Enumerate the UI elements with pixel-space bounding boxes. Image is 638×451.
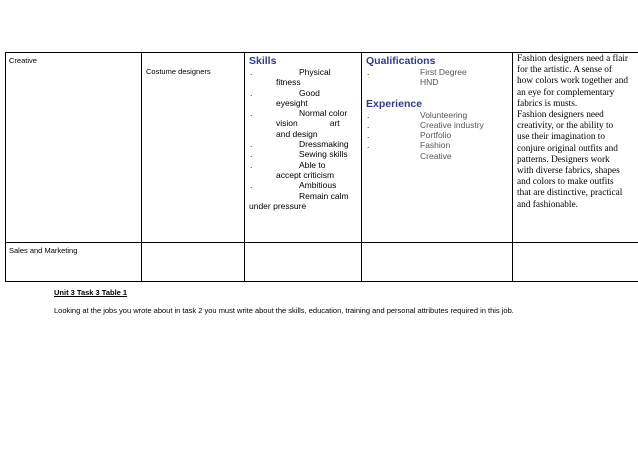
qualification-item: HND — [420, 77, 439, 88]
description-cell — [513, 53, 638, 243]
description-line: and colors to make outfits — [517, 177, 614, 188]
job-cell — [142, 243, 245, 282]
skill-item-cont: art — [329, 118, 340, 129]
bullet: . — [250, 67, 253, 77]
skill-item-cont: under pressure — [249, 200, 307, 211]
bullet: . — [250, 149, 253, 160]
instructions-text: Looking at the jobs you wrote about in task 2 you must write about the skills, education, training and personal attributes required in this job. — [54, 306, 514, 315]
job-title: Costume designers — [146, 67, 211, 76]
description-line: Fashion designers need — [517, 110, 604, 121]
description-line: use their imagination to — [517, 132, 606, 143]
skill-item: Sewing skills — [299, 149, 348, 160]
description-line: that are distinctive, practical — [517, 188, 623, 199]
skill-item: Physical — [299, 67, 331, 77]
skills-heading: Skills — [249, 55, 277, 67]
skills-cell — [245, 53, 362, 243]
experience-item: Volunteering — [420, 109, 468, 120]
table-row — [6, 53, 638, 243]
bullet: . — [367, 109, 370, 120]
description-line: how colors work together and — [517, 76, 629, 87]
description-cell — [513, 243, 638, 282]
skill-item: Dressmaking — [299, 139, 349, 150]
description-line: and fashionable. — [517, 199, 578, 210]
job-cell — [142, 53, 245, 243]
table-row — [6, 243, 638, 282]
description-text — [513, 53, 638, 211]
category-cell — [6, 243, 142, 282]
experience-item: Creative industry — [420, 119, 484, 130]
skills-cell — [245, 243, 362, 282]
bullet: . — [250, 180, 253, 191]
bullet: . — [250, 87, 253, 98]
experience-item: Fashion — [420, 140, 451, 151]
skill-item: Able to — [299, 159, 326, 170]
category-label: Sales and Marketing — [9, 246, 78, 255]
skill-item-cont: accept criticism — [276, 169, 335, 180]
experience-item: Creative — [420, 150, 452, 161]
skill-item-cont: fitness — [276, 77, 301, 88]
category-label: Creative — [9, 56, 37, 65]
skill-item: Remain calm — [299, 190, 349, 201]
skill-item-cont: and design — [276, 128, 318, 139]
bullet: . — [367, 119, 370, 130]
experience-item: Portfolio — [420, 130, 452, 141]
description-line: creativity, or the ability to — [517, 121, 614, 132]
bullet: . — [367, 130, 370, 141]
category-cell — [6, 53, 142, 243]
bullet: . — [250, 139, 253, 150]
skill-item: Good — [299, 87, 320, 98]
qualification-item: First Degree — [420, 67, 467, 77]
skill-item-cont: vision — [276, 118, 298, 129]
description-line: patterns. Designers work — [517, 154, 610, 165]
bullet: . — [250, 108, 253, 119]
skill-item-cont: eyesight — [276, 97, 308, 108]
description-line: fabrics is musts. — [517, 98, 578, 109]
qualifications-heading: Qualifications — [366, 55, 436, 67]
description-line: an eye for complementary — [517, 87, 615, 98]
description-line: Fashion designers need a flair — [517, 54, 629, 64]
bullet: . — [367, 140, 370, 151]
bullet: . — [367, 67, 370, 77]
description-line: with diverse fabrics, shapes — [517, 166, 620, 177]
description-line: for the artistic. A sense of — [517, 65, 613, 76]
skill-item: Normal color — [299, 108, 348, 119]
description-line: conjure original outfits and — [517, 143, 618, 154]
jobs-table — [5, 52, 638, 282]
bullet: . — [250, 159, 253, 170]
qualifications-cell — [362, 53, 513, 243]
table-caption: Unit 3 Task 3 Table 1 — [54, 288, 128, 297]
experience-heading: Experience — [366, 97, 423, 110]
qualifications-cell — [362, 243, 513, 282]
skill-item: Ambitious — [299, 180, 337, 191]
